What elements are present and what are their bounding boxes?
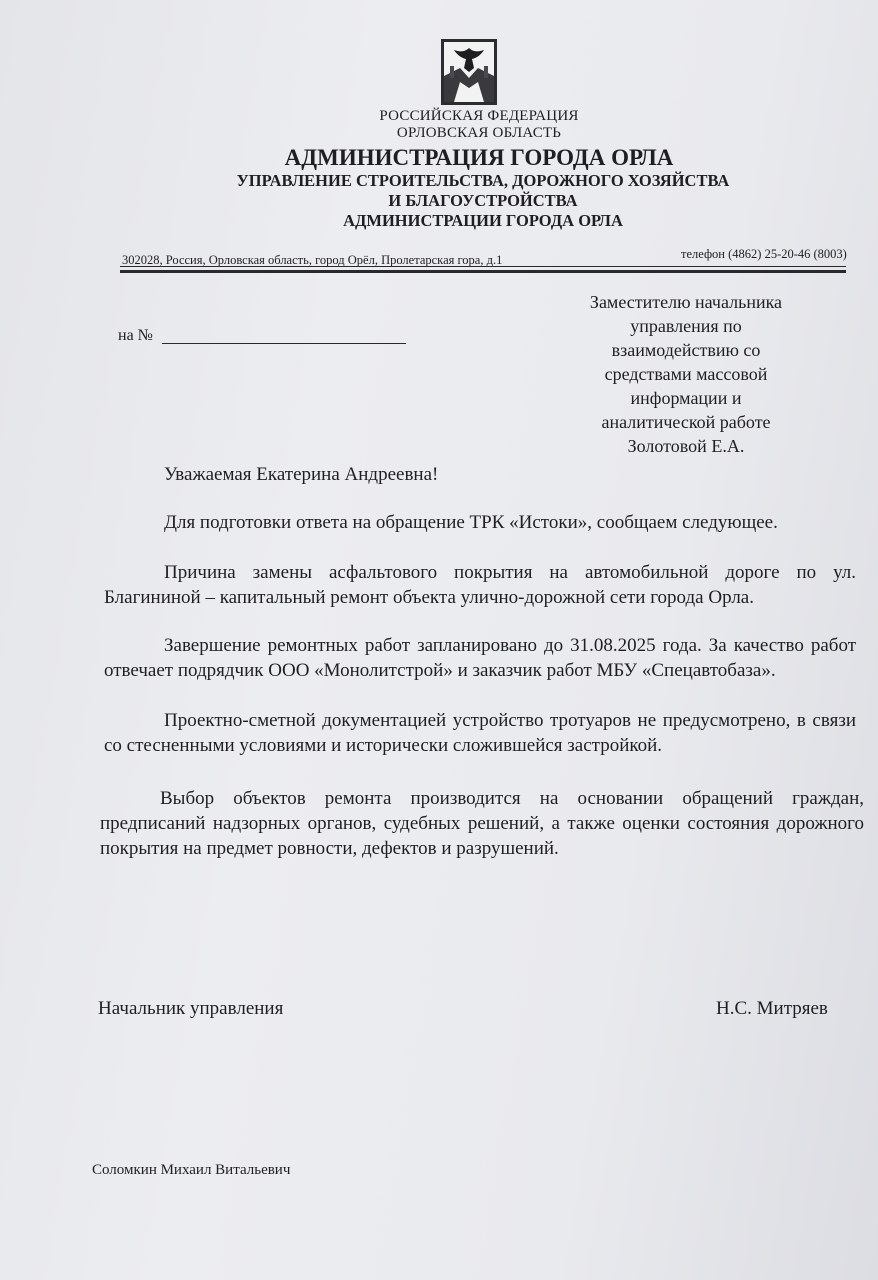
signatory-name: Н.С. Митряев	[716, 998, 828, 1019]
letter-paragraph: Причина замены асфальтового покрытия на автомобильной дороге по ул. Благининой – капитальный ремонт объекта улично-дорожной сети города Орла.	[104, 562, 856, 608]
recipient-line: средствами массовой	[604, 364, 768, 384]
header-divider-thin	[120, 266, 846, 267]
region-name: ОРЛОВСКАЯ ОБЛАСТЬ	[396, 125, 562, 141]
recipient-line: информации и	[630, 388, 742, 408]
recipient-line: аналитической работе	[601, 412, 771, 432]
administration-title: АДМИНИСТРАЦИЯ ГОРОДА ОРЛА	[284, 145, 674, 170]
recipient-block	[548, 290, 824, 458]
letter-paragraph: Проектно-сметной документацией устройство тротуаров не предусмотрено, в связи со стесненными условиями и исторически сложившейся застройкой.	[104, 710, 856, 756]
department-title-line3: АДМИНИСТРАЦИИ ГОРОДА ОРЛА	[343, 211, 623, 230]
office-address: 302028, Россия, Орловская область, город Орёл, Пролетарская гора, д.1	[122, 253, 503, 267]
department-title-line1: УПРАВЛЕНИЕ СТРОИТЕЛЬСТВА, ДОРОЖНОГО ХОЗЯЙСТВА	[236, 171, 730, 190]
reference-number-label: на №	[118, 327, 153, 344]
country-name: РОССИЙСКАЯ ФЕДЕРАЦИЯ	[379, 108, 579, 124]
recipient-line: Заместителю начальника	[589, 292, 783, 312]
office-phone: телефон (4862) 25-20-46 (8003)	[681, 247, 847, 261]
letter-paragraph: Завершение ремонтных работ запланировано до 31.08.2025 года. За качество работ отвечает подрядчик ООО «Монолитстрой» и заказчик работ МБУ «Спецавтобаза».	[104, 635, 856, 681]
letter-paragraph: Для подготовки ответа на обращение ТРК «Истоки», сообщаем следующее.	[164, 512, 778, 533]
executor-name: Соломкин Михаил Витальевич	[92, 1162, 291, 1178]
city-coat-of-arms-icon	[440, 38, 498, 106]
recipient-line: управления по	[630, 316, 742, 336]
signatory-title: Начальник управления	[98, 998, 284, 1019]
department-title-line2: И БЛАГОУСТРОЙСТВА	[388, 191, 578, 210]
letter-greeting: Уважаемая Екатерина Андреевна!	[164, 464, 439, 485]
recipient-name: Золотовой Е.А.	[627, 436, 745, 456]
letter-paragraph: Выбор объектов ремонта производится на основании обращений граждан, предписаний надзорных органов, судебных решений, а также оценки состояния дорожного покрытия на предмет ровности, дефектов и разрушений.	[100, 788, 864, 859]
recipient-line: взаимодействию со	[611, 340, 761, 360]
reference-number-blank	[162, 343, 406, 344]
header-divider-thick	[120, 270, 846, 273]
